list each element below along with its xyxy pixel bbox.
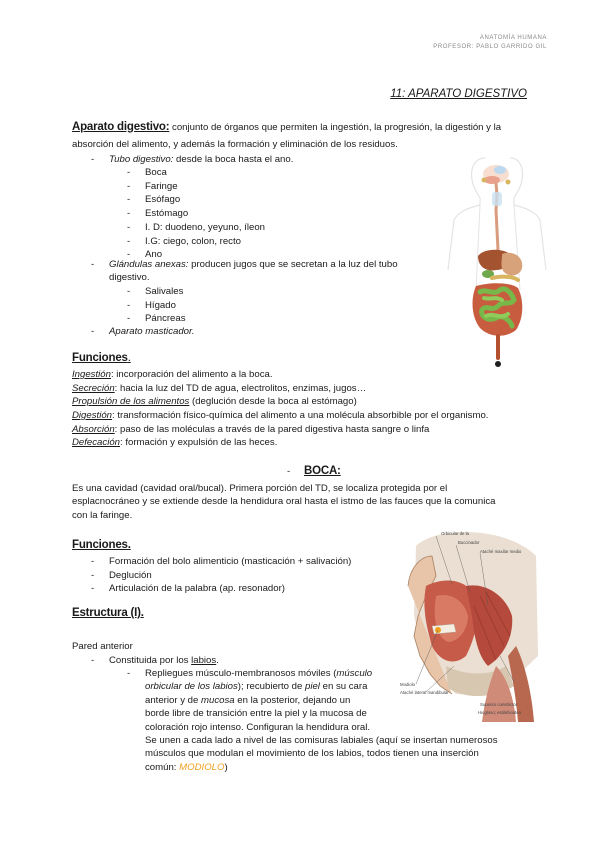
desc-line: Repliegues músculo-membranosos móviles (músculo	[145, 668, 373, 679]
constituida-line	[109, 654, 219, 667]
document-header	[433, 34, 547, 52]
function-label: Defecación	[72, 437, 120, 449]
function-label: Ingestión	[72, 369, 111, 380]
header-professor: PROFESOR: PABLO GARRIDO GIL	[433, 44, 547, 50]
boca-line-3: con la faringe.	[72, 509, 133, 521]
list-item: Esófago	[145, 194, 181, 206]
list-item: Páncreas	[145, 313, 186, 325]
figure-label: Ataché maxilar medio	[480, 549, 522, 554]
list-item	[72, 382, 552, 396]
page-title: 11: APARATO DIGESTIVO	[390, 88, 527, 100]
pared-anterior: Pared anterior	[72, 641, 133, 652]
list-item: Salivales	[145, 286, 184, 297]
list-item: Faringe	[145, 180, 178, 192]
list-item: I. D: duodeno, yeyuno, íleon	[145, 221, 266, 233]
list-item	[72, 436, 552, 450]
funciones-list	[72, 368, 552, 450]
digestive-system-illustration	[440, 150, 550, 380]
bullet-dash: -	[91, 655, 95, 666]
list-item: I.G: ciego, colon, recto	[145, 235, 241, 247]
tubo-label: Tubo digestivo:	[109, 154, 174, 165]
list-item: Estómago	[145, 208, 189, 220]
tubo-text: desde la boca hasta el ano.	[173, 154, 294, 165]
desc-line: orbicular de los labios); recubierto de piel en su cara	[145, 681, 368, 693]
bullet-dash: -	[91, 154, 95, 165]
boca-paragraph	[72, 482, 552, 522]
list-item: Hígado	[145, 299, 176, 311]
intro-paragraph	[72, 121, 542, 134]
list-item: Ano	[145, 249, 163, 261]
function-label: Absorción	[72, 423, 115, 435]
function-label: Digestión	[72, 410, 112, 422]
boca-line-1: Es una cavidad (cavidad oral/bucal). Primera porción del TD, se localiza protegida por el	[72, 483, 448, 494]
intro-heading: Aparato digestivo:	[72, 121, 170, 133]
list-item: Articulación de la palabra (ap. resonador)	[109, 583, 285, 595]
desc-line: Se unen a cada lado a nivel de las comisuras labiales (aquí se insertan numerosos	[145, 735, 498, 747]
figure-label: Orbicular de la	[441, 531, 469, 536]
funciones-heading	[72, 352, 131, 365]
list-item	[72, 368, 552, 382]
desc-line: común: MODIOLO)	[145, 761, 228, 773]
funciones-heading-text: Funciones	[72, 352, 128, 364]
function-label: Propulsión de los alimentos	[72, 396, 190, 408]
boca-line-2: esplacnocráneo y se extiende desde la hendidura oral hasta el istmo de las fauces que la comunica	[72, 496, 496, 508]
function-text: : incorporación del alimento a la boca.	[110, 369, 273, 380]
constituida-end: .	[216, 655, 219, 666]
function-text: : formación y expulsión de las heces.	[120, 437, 278, 449]
figure-label: Superior constrictor	[480, 702, 518, 707]
desc-line: borde libre de transición entre la piel y la mucosa de	[145, 708, 367, 720]
desc-line: anterior y de mucosa en la posterior, dejando un	[145, 694, 351, 706]
constituida-text: Constituida por los	[109, 655, 192, 666]
list-item: Boca	[145, 167, 167, 178]
figure-label: Modiolo	[400, 682, 416, 687]
function-text: : transformación físico-química del alimento a una molécula absorbible por el organismo.	[112, 410, 489, 422]
desc-line: coloración rojo intenso. Configuran la hendidura oral.	[145, 721, 371, 733]
desc-line: músculos que modulan el movimiento de los labios, todos tienen una inserción	[145, 748, 479, 760]
list-item	[72, 409, 552, 423]
modiolo-term: MODIOLO	[179, 761, 225, 773]
funciones-heading-dot: .	[127, 352, 131, 364]
funciones2-heading: Funciones.	[72, 539, 131, 551]
figure-label: Ataché lateral mandibular	[400, 690, 449, 695]
figure-label: Hiogloso; estilohioideo	[478, 710, 521, 715]
list-item: Formación del bolo alimenticio (masticación + salivación)	[109, 556, 352, 567]
bullet-dash: -	[91, 326, 95, 337]
intro-text-2: absorción del alimento, y además la formación y eliminación de los residuos.	[72, 139, 398, 150]
boca-heading: BOCA:	[304, 465, 341, 477]
glandulas-label: Glándulas anexas:	[109, 259, 189, 270]
list-item: Deglución	[109, 569, 152, 581]
bullet-dash: -	[127, 668, 131, 679]
list-item	[72, 423, 552, 437]
function-text: : paso de las moléculas a través de la pared digestiva hasta sangre o linfa	[114, 423, 430, 435]
estructura-heading: Estructura (I).	[72, 607, 144, 619]
glandulas-text-2: digestivo.	[109, 272, 150, 283]
boca-dash: -	[287, 466, 291, 477]
labios-term: labios	[191, 655, 217, 666]
bullet-dash: -	[91, 259, 95, 270]
glandulas-text: producen jugos que se secretan a la luz del tubo	[188, 259, 398, 270]
figure-label: Buccinador	[458, 540, 480, 545]
masticador-item: Aparato masticador.	[109, 326, 195, 337]
header-course: ANATOMÍA HUMANA	[479, 35, 547, 41]
function-text: (deglución desde la boca al estómago)	[189, 396, 357, 408]
glandulas-line	[109, 258, 398, 271]
list-item	[72, 395, 552, 409]
function-text: : hacia la luz del TD de agua, electrolitos, enzimas, jugos…	[114, 382, 367, 394]
tubo-line	[109, 153, 293, 166]
intro-text-1: conjunto de órganos que permiten la ingestión, la progresión, la digestión y la	[169, 122, 502, 133]
function-label: Secreción	[72, 382, 115, 394]
